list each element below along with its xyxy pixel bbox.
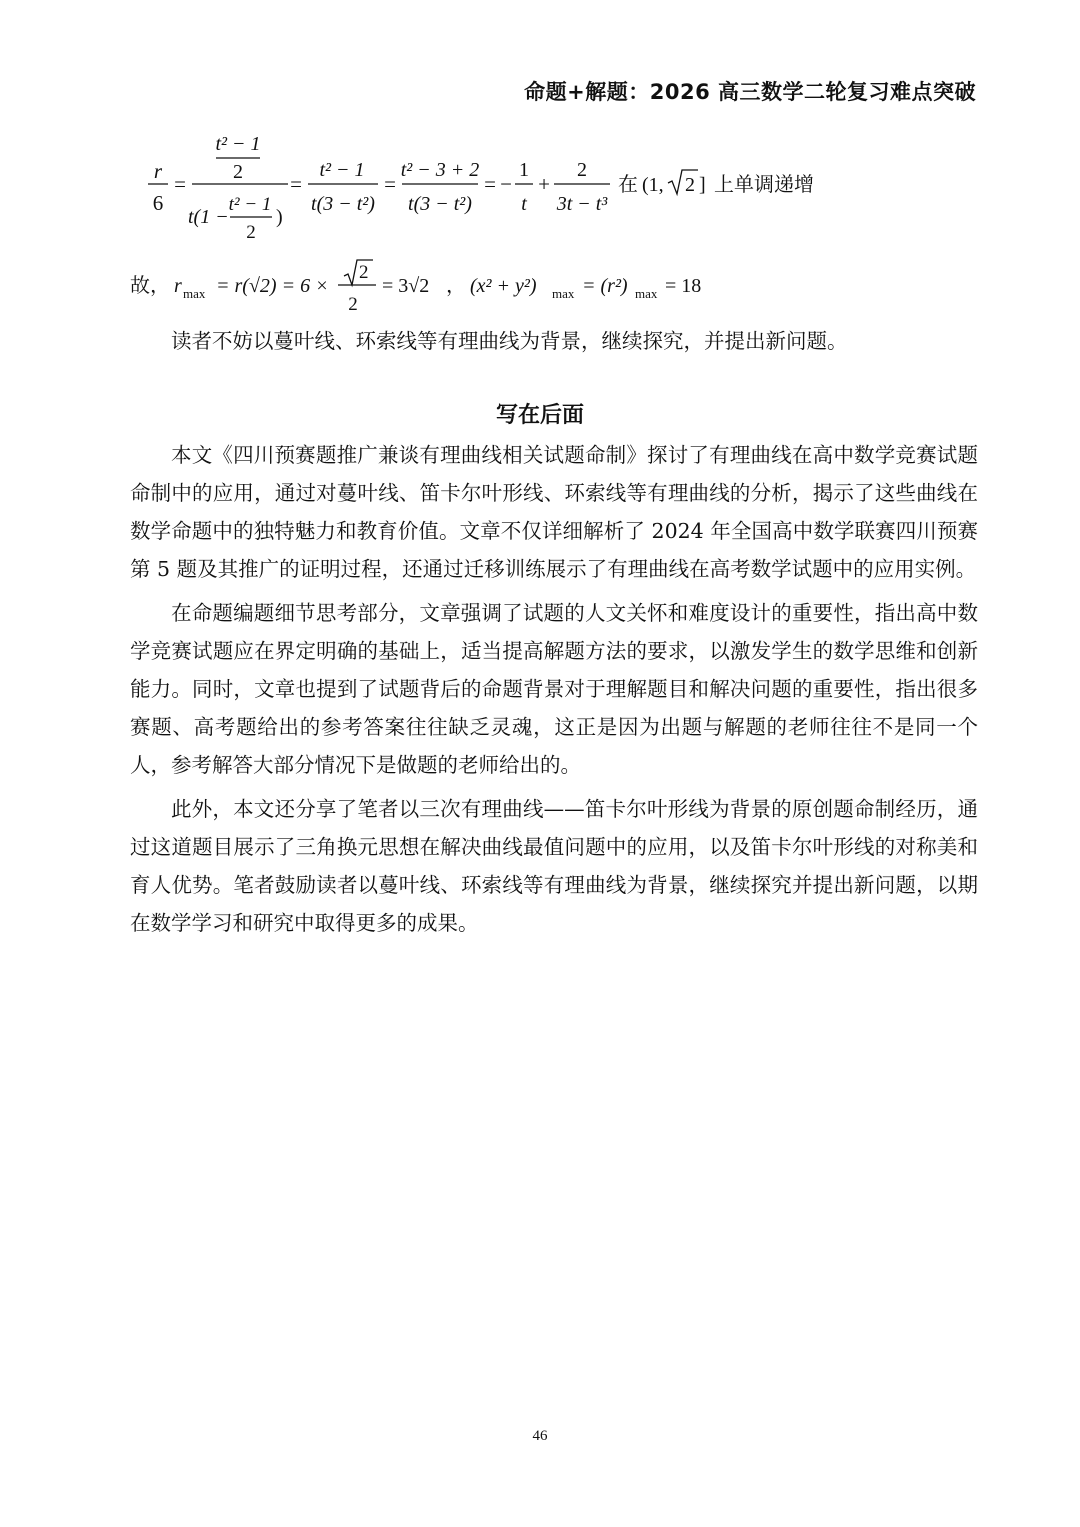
- plus-sign: +: [538, 172, 550, 196]
- f3-denominator: t(3 − t²): [408, 193, 472, 215]
- paragraph: 本文《四川预赛题推广兼谈有理曲线相关试题命制》探讨了有理曲线在高中数学竞赛试题命制中的应用，通过对蔓叶线、笛卡尔叶形线、环索线等有理曲线的分析，揭示了这些曲线在数学命题中的独特魅力和教育价值。文章不仅详细解析了 2024 年全国高中数学联赛四川预赛第 5 题及其推广的证明过程，还通过迁移训练展示了有理曲线在高考数学试题中的应用实例。: [130, 443, 978, 581]
- f1-den-inner-denominator: 2: [246, 222, 256, 243]
- separator-comma: ，: [446, 273, 466, 297]
- monotonic-conclusion: 上单调递增: [714, 172, 814, 196]
- r-sqrt2-expression: = r(√2) = 6 ×: [216, 275, 329, 297]
- f5-denominator: 3t − t³: [556, 193, 608, 215]
- frac-denominator: 2: [348, 294, 358, 315]
- f1-den-prefix: t(1 −: [188, 206, 229, 228]
- paragraph: 在命题编题细节思考部分，文章强调了试题的人文关怀和难度设计的重要性，指出高中数学竞赛试题应在界定明确的基础上，适当提高解题方法的要求，以激发学生的数学思维和创新能力。同时，文章也提到了试题背后的命题背景对于理解题目和解决问题的重要性，指出很多赛题、高考题给出的参考答案往往缺乏灵魂，这正是因为出题与解题的老师往往不是同一个人，参考解答大部分情况下是做题的老师给出的。: [130, 601, 978, 777]
- eighteen: = 18: [665, 275, 702, 297]
- f2-denominator: t(3 − t²): [311, 193, 375, 215]
- running-header: 命题+解题：2026 高三数学二轮复习难点突破: [524, 80, 976, 104]
- f1-inner-denominator: 2: [233, 161, 243, 183]
- monotonic-formula: [130, 128, 850, 250]
- remark-paragraph: 读者不妨以蔓叶线、环索线等有理曲线为背景，继续探究，并提出新问题。: [171, 329, 848, 353]
- f1-den-suffix: ): [276, 206, 283, 228]
- minus-sign: −: [500, 172, 512, 196]
- equals-1: =: [174, 172, 186, 196]
- r2-expression: = (r²): [582, 275, 628, 297]
- section-title: 写在后面: [495, 403, 584, 428]
- f1-den-inner-numerator: t² − 1: [228, 194, 272, 215]
- f3-numerator: t² − 3 + 2: [400, 159, 480, 181]
- equals-3: =: [384, 172, 396, 196]
- zai-text: 在: [618, 172, 638, 196]
- equals-4: =: [484, 172, 496, 196]
- f2-numerator: t² − 1: [319, 159, 365, 181]
- f1-inner-numerator: t² − 1: [215, 133, 261, 155]
- closing-section: [130, 436, 978, 948]
- f5-numerator: 2: [577, 159, 587, 181]
- formula2-svg: [130, 254, 850, 316]
- formula-svg: [130, 128, 850, 246]
- max-value-formula: [130, 254, 850, 320]
- gu-text: 故，: [130, 273, 170, 297]
- interval-sqrt-arg: 2: [685, 174, 695, 196]
- interval-right: ]: [699, 174, 706, 196]
- f4-denominator: t: [521, 193, 527, 215]
- r2-subscript: max: [635, 286, 658, 301]
- f4-numerator: 1: [519, 159, 529, 181]
- paragraph: 此外，本文还分享了笔者以三次有理曲线——笛卡尔叶形线为背景的原创题命制经历，通过这道题目展示了三角换元思想在解决曲线最值问题中的应用，以及笛卡尔叶形线的对称美和育人优势。笔者鼓励读者以蔓叶线、环索线等有理曲线为背景，继续探究并提出新问题，以期在数学学习和研究中取得更多的成果。: [130, 797, 978, 935]
- lhs-numerator: r: [153, 159, 163, 183]
- frac-sqrt-arg: 2: [359, 262, 369, 283]
- lhs-denominator: 6: [152, 191, 164, 215]
- three-sqrt2: = 3√2: [382, 275, 430, 297]
- r-max: r: [174, 275, 182, 297]
- equals-2: =: [290, 172, 302, 196]
- x2y2-expression: (x² + y²): [470, 275, 537, 297]
- r-max-subscript: max: [183, 286, 206, 301]
- x2y2-subscript: max: [552, 286, 575, 301]
- interval-left: (1,: [642, 174, 664, 196]
- page-number: 46: [532, 1428, 548, 1444]
